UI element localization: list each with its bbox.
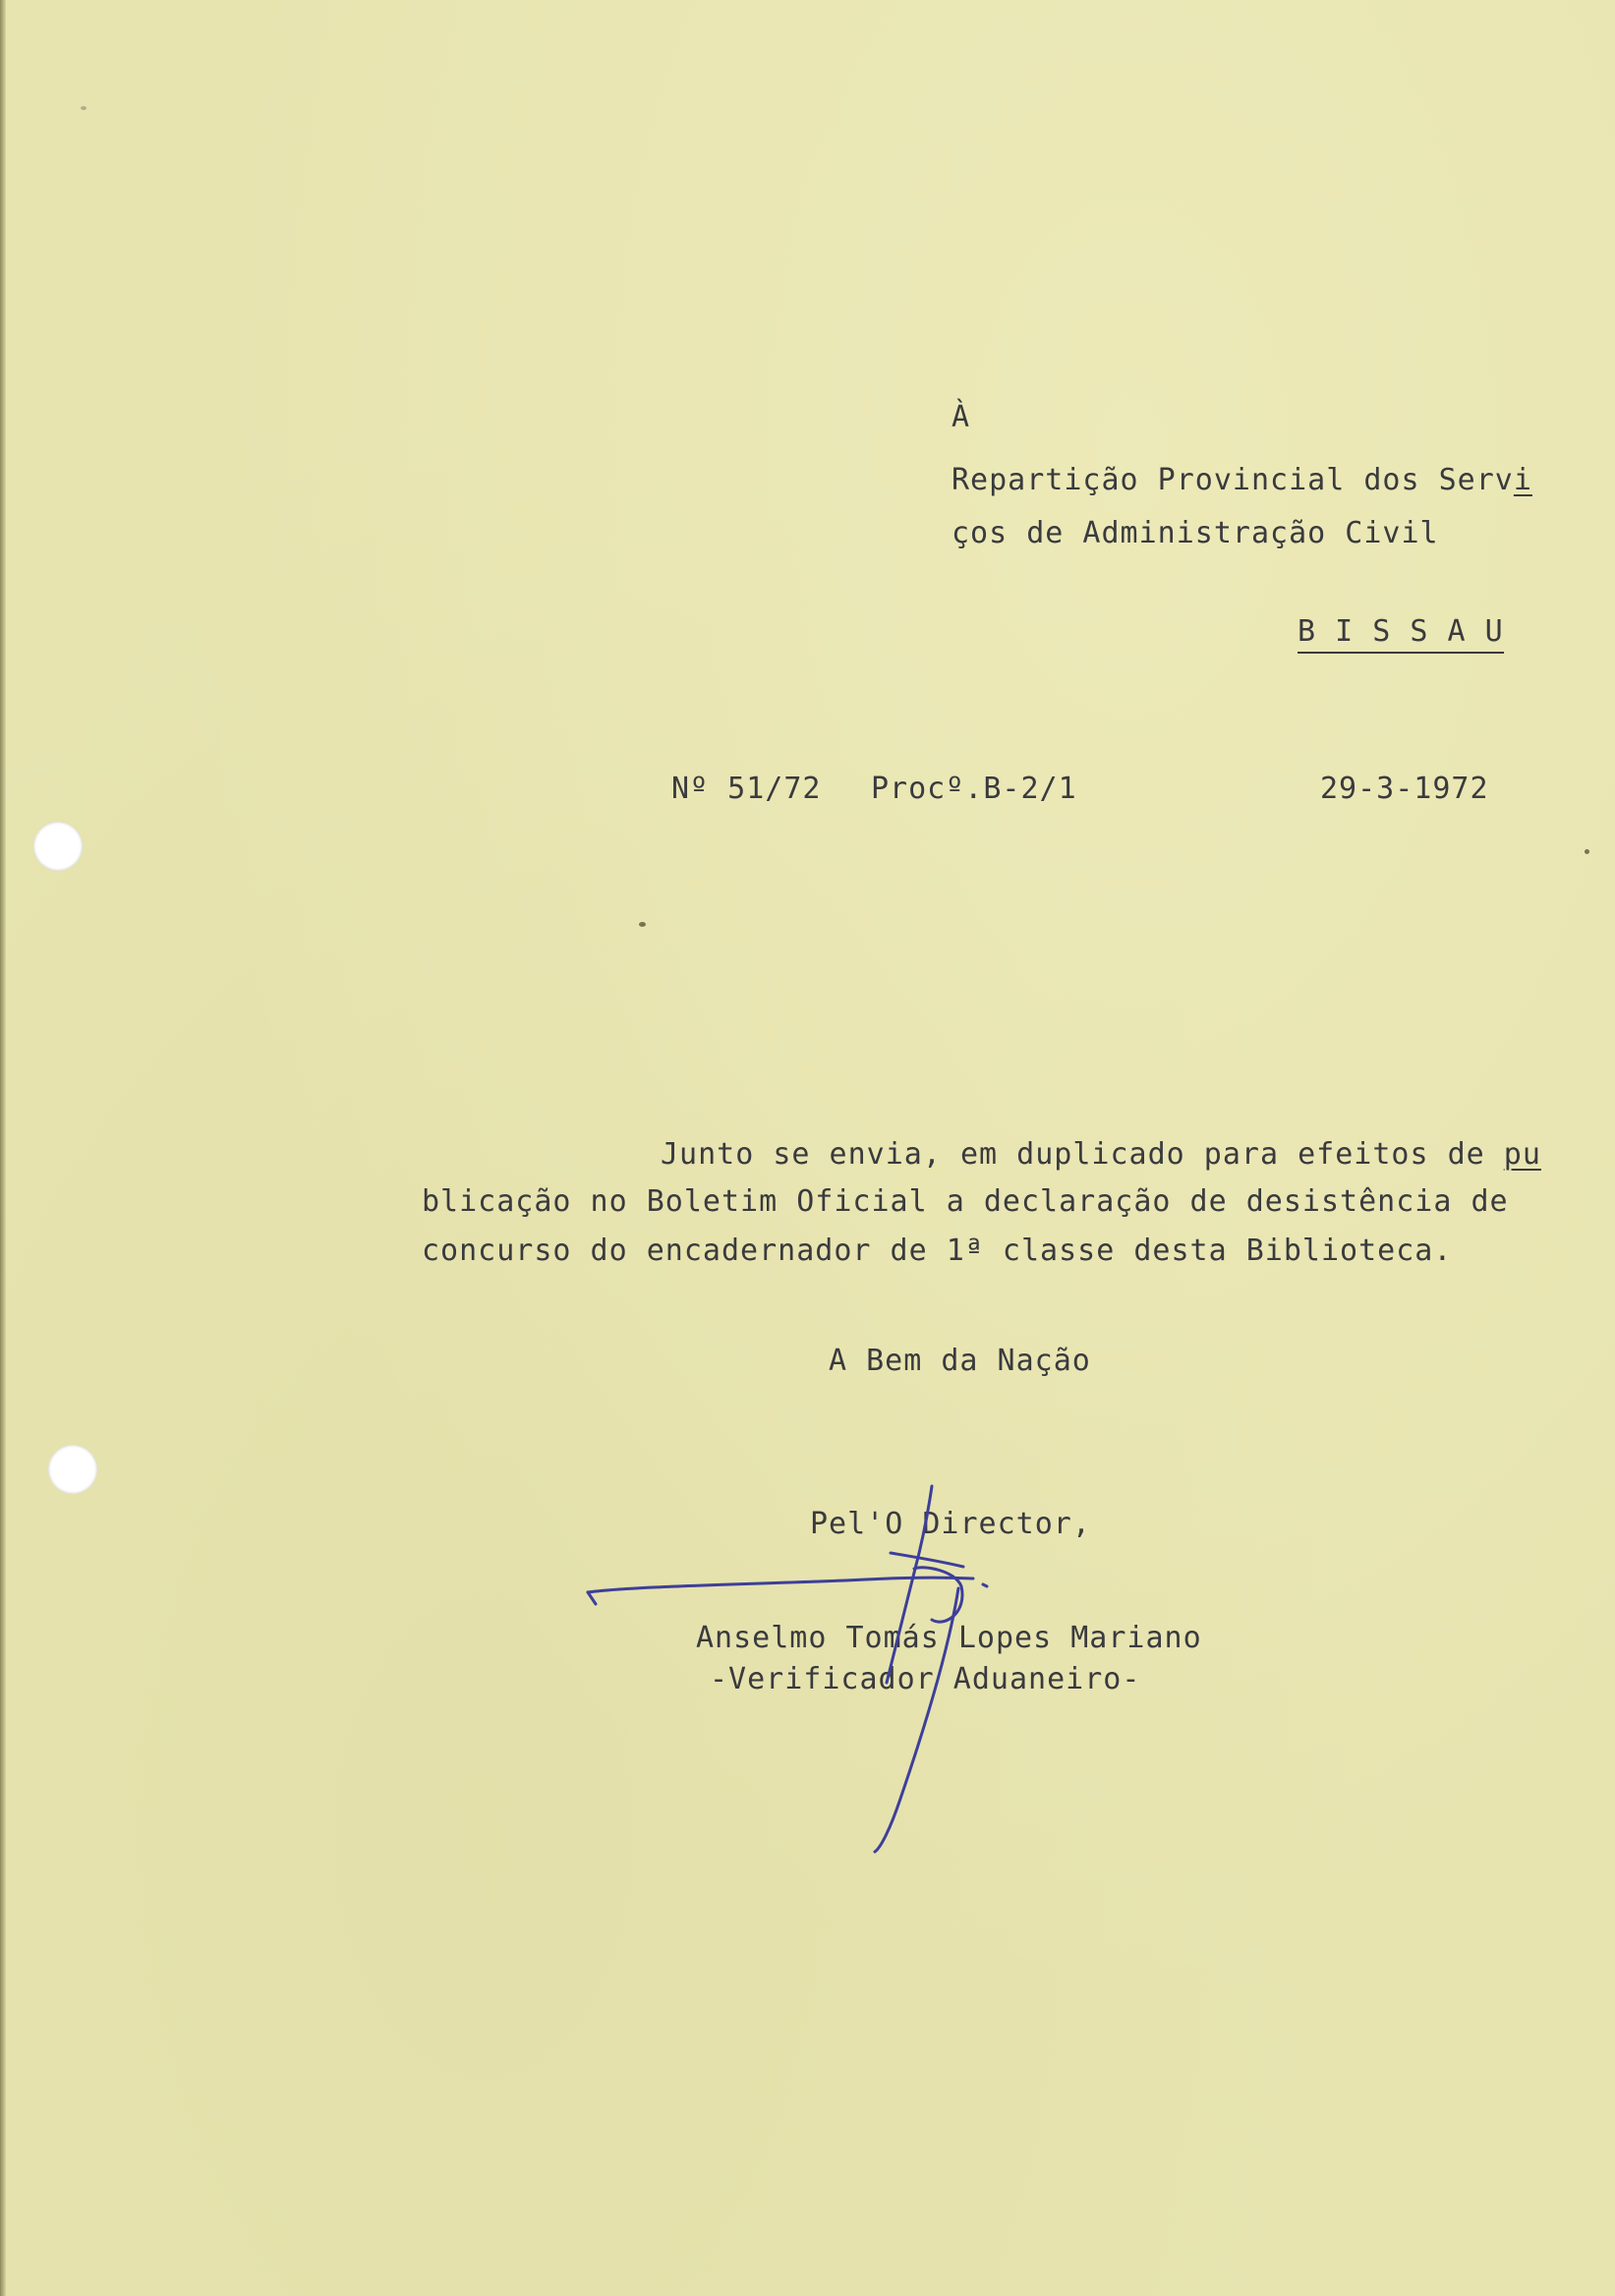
paper-speck [1585, 849, 1589, 854]
signatory-title: -Verificador Aduaneiro- [710, 1662, 1141, 1696]
recipient-line-2: ços de Administração Civil [952, 516, 1439, 550]
recipient-prefix: À [952, 400, 971, 434]
punch-hole-upper [33, 822, 83, 871]
signatory-name: Anselmo Tomás Lopes Mariano [696, 1621, 1202, 1655]
body-line-1 [661, 1137, 1541, 1172]
closing-salutation: A Bem da Nação [829, 1344, 1091, 1378]
body-line-1-text: Junto se envia, em duplicado para efeitos de [661, 1137, 1504, 1172]
body-line-2: blicação no Boletim Oficial a declaração de desistência de [422, 1184, 1509, 1219]
paper-speck [81, 106, 87, 110]
punch-hole-lower [48, 1445, 97, 1494]
recipient-line-1 [952, 463, 1532, 497]
reference-number: Nº 51/72 [671, 772, 822, 806]
reference-date: 29-3-1972 [1320, 772, 1489, 806]
body-line-3: concurso do encadernador de 1ª classe desta Biblioteca. [422, 1234, 1453, 1268]
body-line-1-underlined: pu [1503, 1137, 1541, 1172]
recipient-city [1298, 614, 1504, 649]
recipient-line-1-underlined: i [1513, 463, 1532, 497]
reference-process: Procº.B-2/1 [871, 772, 1077, 806]
recipient-line-1-text: Repartição Provincial dos Serv [952, 463, 1514, 497]
paper-speck [639, 922, 646, 927]
recipient-city-text: B I S S A U [1298, 614, 1504, 654]
paper-edge [0, 0, 6, 2296]
signature-on-behalf: Pel'O Director, [810, 1507, 1091, 1541]
